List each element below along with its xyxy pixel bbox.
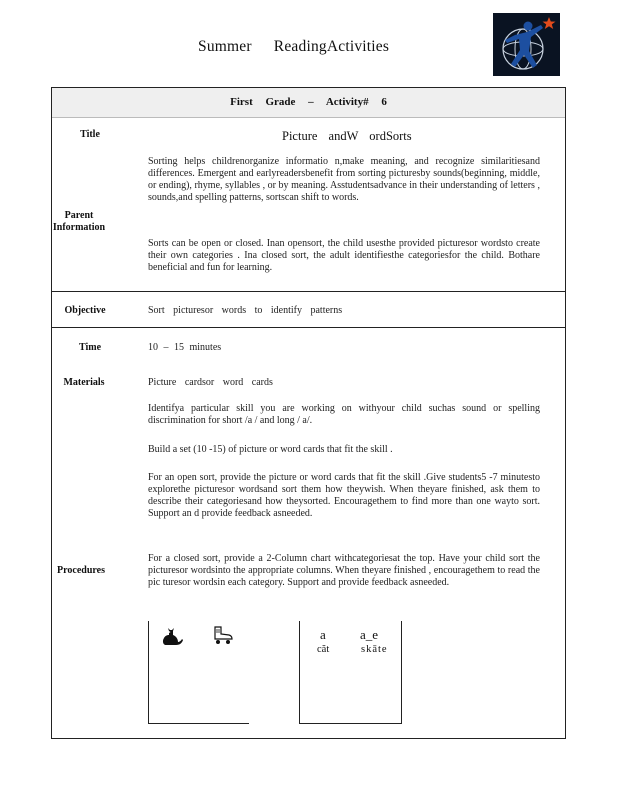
- word-cat: căt: [317, 644, 330, 655]
- table-header: First Grade – Activity# 6: [230, 96, 387, 108]
- time-label: Time: [78, 342, 102, 353]
- procedure-step-1: Identifya particular skill you are working on withyour child suchas sound or spelling discrimination for short /a / and long / a/.: [148, 403, 540, 426]
- row-divider: [52, 327, 565, 328]
- parent-info-paragraph-2: Sorts can be open or closed. Inan opensort, the child usesthe provided picturesor wordsto create their own categories . Ina closed sort, the adult identifiesthe categoriesfor the child. Bothare beneficial and fun for learning.: [148, 238, 540, 273]
- parent-information-label: Parent Information: [52, 210, 106, 233]
- logo-figure-icon: [493, 13, 560, 76]
- document-title: Summer ReadingActivities: [198, 38, 390, 55]
- cat-icon: [160, 626, 184, 651]
- materials-label: Materials: [63, 377, 105, 388]
- time-text: 10 – 15 minutes: [148, 342, 222, 353]
- title-label: Title: [80, 129, 100, 140]
- word-skate: skāte: [361, 644, 388, 655]
- logo: [493, 13, 560, 76]
- parent-info-paragraph-1: Sorting helps childrenorganize informatio n,make meaning, and recognize similaritiesand differences. Emergent and earlyreadersbenefit from sorting picturesby sounds(beginning, middle, or ending), rhyme, syllables , or by meaning. Asstudentsadvance in their understanding of letters , sounds,and spelling patterns, sortscan shift to words.: [148, 156, 540, 203]
- roller-skate-icon: [212, 624, 234, 651]
- word-sort-column: [299, 621, 402, 724]
- activity-title: Picture andW ordSorts: [282, 129, 412, 143]
- procedures-label: Procedures: [57, 565, 105, 576]
- objective-text: Sort picturesor words to identify patterns: [148, 305, 343, 316]
- procedure-step-3: For an open sort, provide the picture or word cards that fit the skill .Give students5 -7 minutesto explorethe picturesor wordsand sort them how theywish. When theyare finished, ask them to describe their categoriesand how theysorted. Encouragethem to find more than one wayto sort. Support an d provide feedback asneeded.: [148, 472, 540, 519]
- procedure-step-2: Build a set (10 -15) of picture or word cards that fit the skill .: [148, 444, 393, 455]
- materials-text: Picture cardsor word cards: [148, 377, 273, 388]
- objective-label: Objective: [64, 305, 106, 316]
- long-a-heading: a_e: [360, 627, 379, 642]
- short-a-heading: a: [320, 627, 326, 642]
- row-divider: [52, 291, 565, 292]
- procedure-step-4: For a closed sort, provide a 2-Column chart withcategoriesat the top. Have your child sort the picturesor wordsinto the appropriate columns. When theyare finished , encouragethem to read the pic turesor wordsin each category. Support and provide feedback asneeded.: [148, 553, 540, 588]
